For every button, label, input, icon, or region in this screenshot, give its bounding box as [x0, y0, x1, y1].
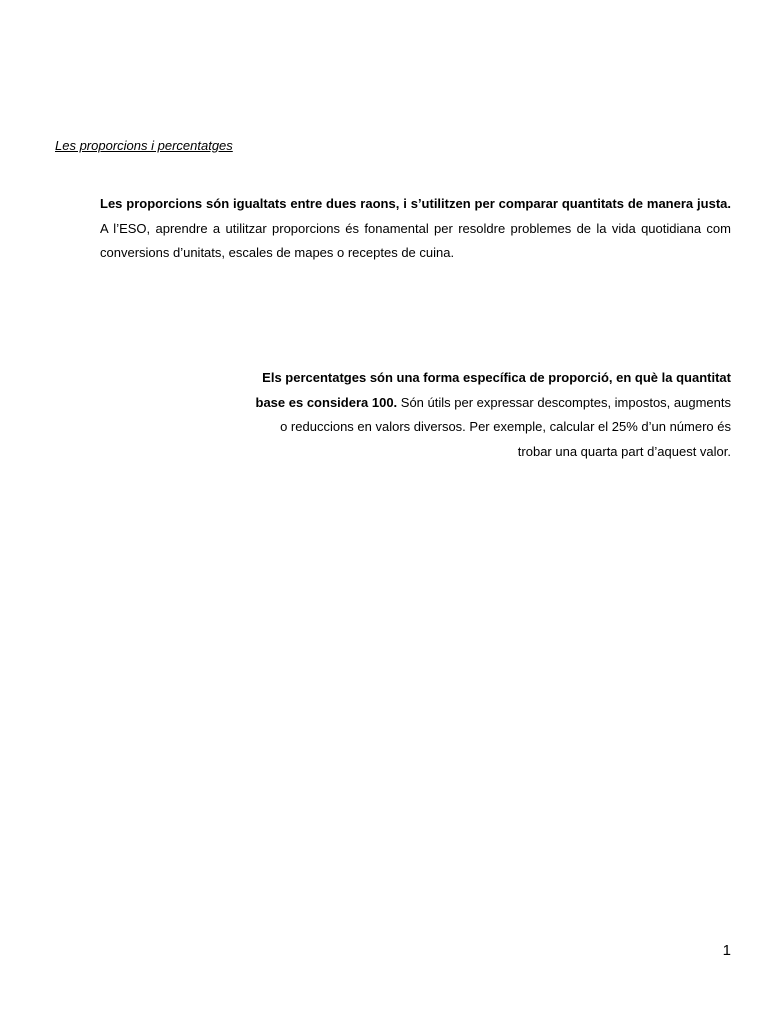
paragraph-proporcions [100, 192, 731, 266]
paragraph-percentatges [250, 366, 731, 464]
paragraph-bold-text: Les proporcions són igualtats entre dues raons, i s’utilitzen per comparar quantitats de manera justa. [100, 196, 731, 211]
paragraph-regular-text: Són útils per expressar descomptes, impostos, augments o reduccions en valors diversos. Per exemple, calcular el 25% d’un número és trobar una quarta part d’aquest valor. [280, 394, 731, 459]
paragraph-bold-text: Els percentatges són una forma específica de proporció, en què la quantitat base es considera 100. [255, 370, 731, 410]
page-number: 1 [722, 942, 731, 959]
document-title: Les proporcions i percentatges [55, 138, 233, 153]
paragraph-regular-text: A l’ESO, aprendre a utilitzar proporcions és fonamental per resoldre problemes de la vida quotidiana com conversions d’unitats, escales de mapes o receptes de cuina. [100, 220, 731, 260]
